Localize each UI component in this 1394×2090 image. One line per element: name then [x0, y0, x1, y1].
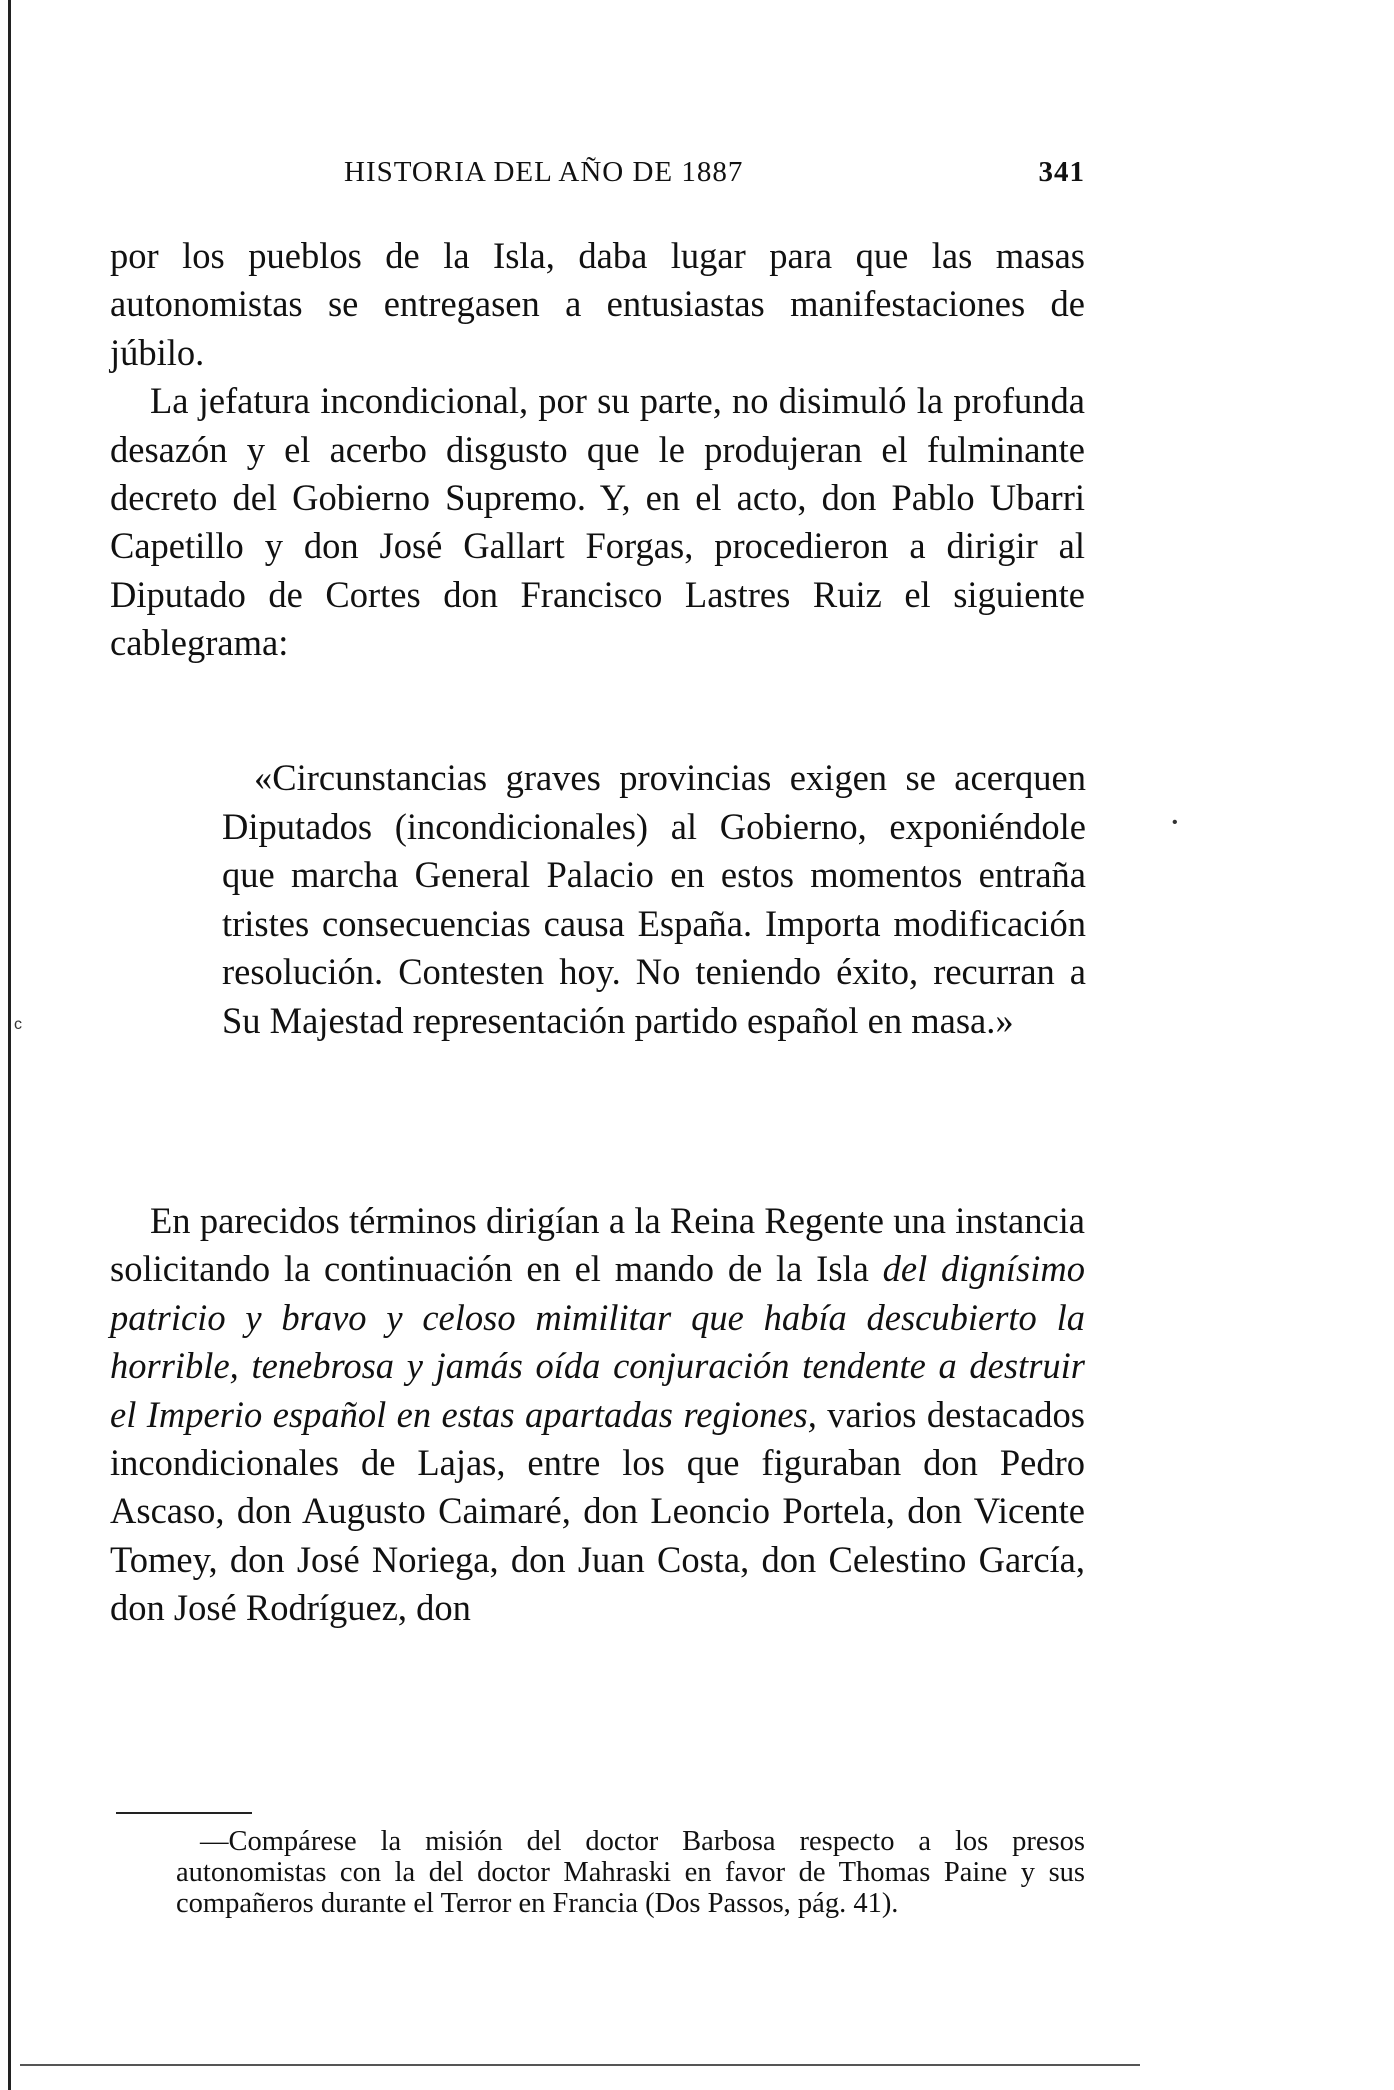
footnote-divider — [116, 1812, 252, 1814]
page-number: 341 — [1038, 156, 1085, 188]
paragraph-instancia — [110, 1197, 1085, 1633]
footnote-text: —Compárese la misión del doctor Barbosa respecto a los presos autonomistas con la del doctor Mahraski en favor de Thomas Paine y sus compañeros durante el Terror en Francia (Dos Passos, pág. 41). — [176, 1826, 1085, 1919]
instancia-lead: En parecidos términos dirigían a la Reina Regente una instancia solicitando la continuación en el mando de la Isla — [110, 1200, 1085, 1290]
body-text — [110, 232, 1085, 668]
instancia-italic-quote: del dignísimo patricio y bravo y celoso mimilitar que había descubierto la horrible, tenebrosa y jamás oída conjuración tendente a destruir el Imperio español en estas apartadas regiones, — [110, 1248, 1085, 1435]
running-head-title: HISTORIA DEL AÑO DE 1887 — [344, 156, 744, 188]
running-head — [110, 156, 1085, 200]
footnote — [176, 1826, 1085, 1919]
scan-left-border — [8, 0, 11, 2090]
margin-mark-right: • — [1172, 814, 1178, 831]
instancia-tail: varios destacados incondicionales de Lajas, entre los que figuraban don Pedro Ascaso, don Augusto Caimaré, don Leoncio Portela, don Vicente Tomey, don José Noriega, don Juan Costa, don Celestino García, don José Rodríguez, don — [110, 1393, 1085, 1629]
cablegram-text: «Circunstancias graves provincias exigen se acerquen Diputados (incondicionales) al Gobierno, exponiéndole que marcha General Palacio en estos momentos entraña tristes consecuencias causa España. Importa modificación resolución. Contesten hoy. No teniendo éxito, recurran a Su Majestad representación partido español en masa.» — [222, 757, 1086, 1041]
margin-mark-left: c — [14, 1016, 22, 1033]
instancia-text — [110, 1197, 1085, 1633]
cablegram-quote — [222, 754, 1086, 1046]
scan-bottom-border — [20, 2064, 1140, 2066]
paragraph-opening: por los pueblos de la Isla, daba lugar para que las masas autonomistas se entregasen a entusiastas manifestaciones de júbilo. — [110, 235, 1085, 373]
paragraph-jefatura: La jefatura incondicional, por su parte, no disimuló la profunda desazón y el acerbo disgusto que le produjeran el fulminante decreto del Gobierno Supremo. Y, en el acto, don Pablo Ubarri Capetillo y don José Gallart Forgas, procedieron a dirigir al Diputado de Cortes don Francisco Lastres Ruiz el siguiente cablegrama: — [110, 380, 1085, 664]
